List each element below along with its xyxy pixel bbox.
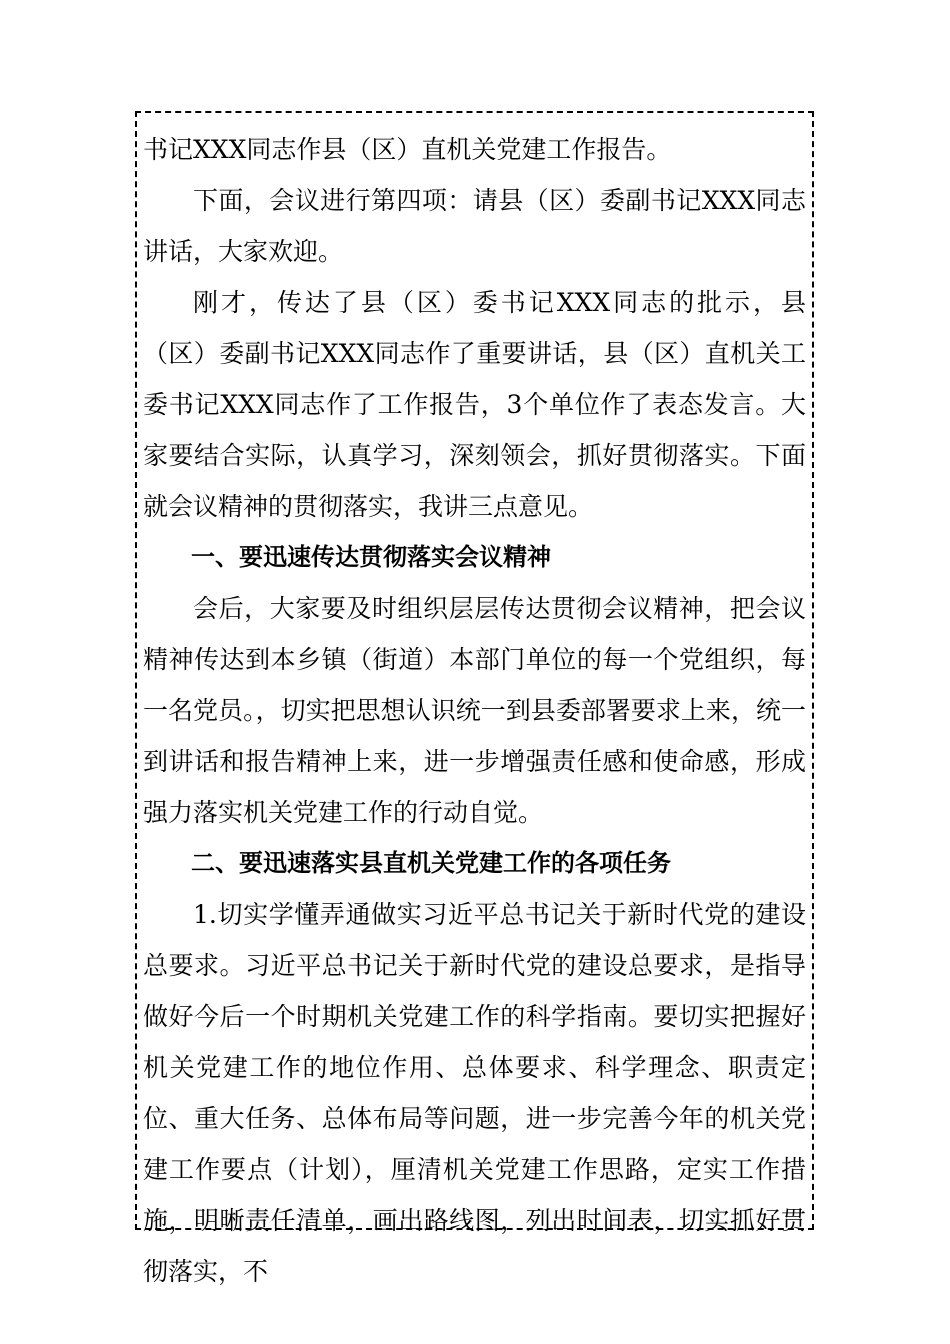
paragraph-section-one: 会后，大家要及时组织层层传达贯彻会议精神，把会议精神传达到本乡镇（街道）本部门单位的每一个党组织，每一名党员。，切实把思想认识统一到县委部署要求上来，统一到讲话和报告精神上来，进一步增强责任感和使命感，形成强力落实机关党建工作的行动自觉。 (143, 594, 806, 827)
section-heading-one: 一、要迅速传达贯彻落实会议精神 (191, 543, 551, 571)
paragraph-agenda-item-four: 下面，会议进行第四项：请县（区）委副书记XXX同志讲话，大家欢迎。 (143, 186, 806, 266)
paragraph-summary: 刚才，传达了县（区）委书记XXX同志的批示，县（区）委副书记XXX同志作了重要讲话，县（区）直机关工委书记XXX同志作了工作报告，3个单位作了表态发言。大家要结合实际，认真学习，深刻领会，抓好贯彻落实。下面就会议精神的贯彻落实，我讲三点意见。 (143, 288, 806, 521)
paragraph-item-one: 1.切实学懂弄通做实习近平总书记关于新时代党的建设总要求。习近平总书记关于新时代党的建设总要求，是指导做好今后一个时期机关党建工作的科学指南。要切实把握好机关党建工作的地位作用、总体要求、科学理念、职责定位、重大任务、总体布局等问题，进一步完善今年的机关党建工作要点（计划），厘清机关党建工作思路，定实工作措施，明晰责任清单，画出路线图，列出时间表，切实抓好贯彻落实，不 (143, 900, 806, 1286)
paragraph-continuation: 书记XXX同志作县（区）直机关党建工作报告。 (143, 135, 672, 164)
section-heading-two: 二、要迅速落实县直机关党建工作的各项任务 (191, 849, 671, 877)
document-body (143, 124, 806, 1297)
